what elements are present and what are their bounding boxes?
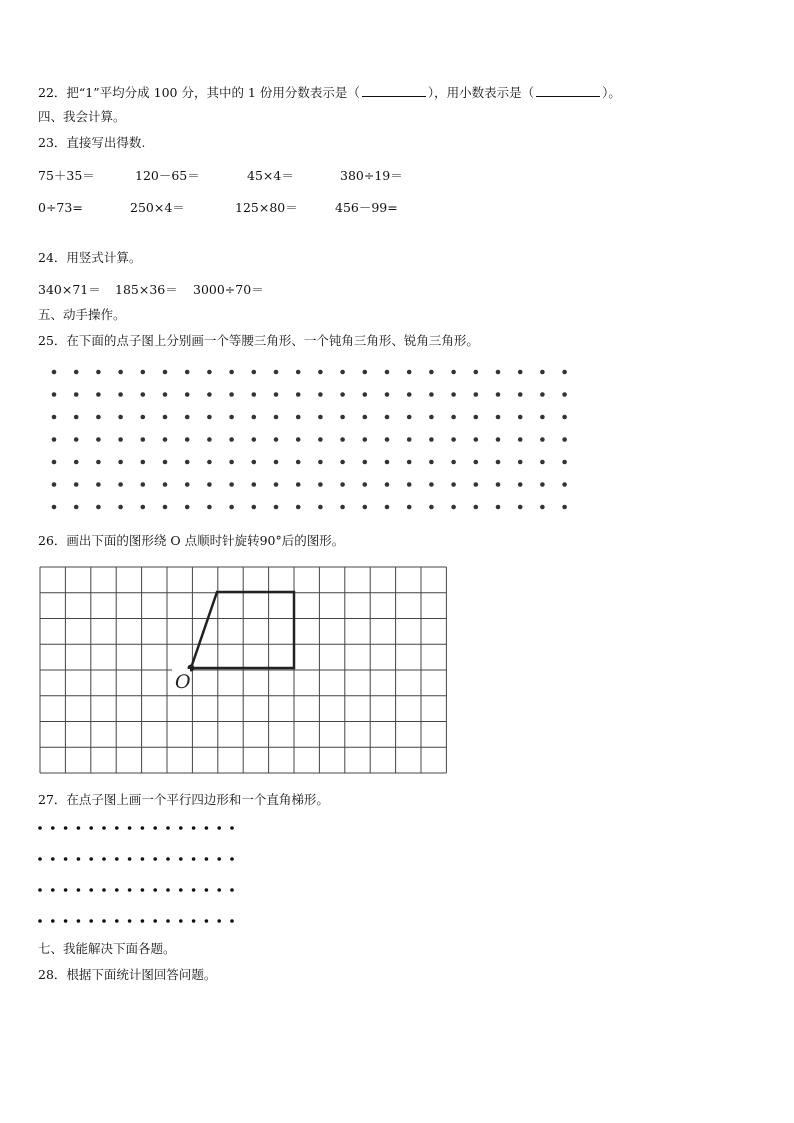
q23-eq: 380÷19＝ — [340, 168, 403, 183]
grid-dot — [385, 370, 390, 375]
grid-dot — [185, 415, 190, 420]
grid-dot — [118, 437, 123, 442]
grid-dot — [562, 460, 567, 465]
grid-dot — [407, 437, 412, 442]
grid-dot — [340, 460, 345, 465]
grid-dot — [385, 392, 390, 397]
grid-dot — [153, 888, 157, 892]
grid-dot — [163, 392, 168, 397]
grid-dot — [64, 826, 68, 830]
grid-dot — [429, 370, 434, 375]
grid-dot — [229, 415, 234, 420]
grid-dot — [96, 392, 101, 397]
grid-dot — [77, 888, 81, 892]
grid-dot — [229, 370, 234, 375]
q22-decimal-blank[interactable] — [536, 84, 600, 97]
grid-dot — [363, 437, 368, 442]
grid-dot — [407, 370, 412, 375]
grid-dot — [192, 826, 196, 830]
grid-dot — [230, 919, 234, 923]
grid-dot — [128, 826, 132, 830]
grid-dot — [274, 505, 279, 510]
grid-dot — [141, 460, 146, 465]
grid-dot — [407, 392, 412, 397]
grid-dot — [38, 857, 42, 861]
grid-dot — [52, 415, 57, 420]
grid-dot — [562, 415, 567, 420]
grid-dot — [89, 857, 93, 861]
grid-dot — [496, 437, 501, 442]
grid-dot — [52, 505, 57, 510]
grid-dot — [52, 482, 57, 487]
grid-dot — [540, 505, 545, 510]
grid-dot — [318, 392, 323, 397]
q23-eq: 120－65＝ — [135, 168, 200, 183]
grid-dot — [205, 857, 209, 861]
grid-dot — [229, 482, 234, 487]
grid-dot — [429, 437, 434, 442]
q22-text-2: ），用小数表示是（ — [427, 85, 535, 100]
q23-eq: 456－99= — [335, 200, 398, 215]
grid-dot — [562, 482, 567, 487]
grid-dot — [74, 370, 79, 375]
grid-dot — [518, 392, 523, 397]
grid-dot — [38, 826, 42, 830]
grid-dot — [166, 826, 170, 830]
grid-dot — [540, 482, 545, 487]
grid-dot — [451, 415, 456, 420]
grid-dot — [166, 888, 170, 892]
q26-square-grid[interactable] — [39, 566, 451, 776]
grid-dot — [38, 888, 42, 892]
grid-dot — [274, 392, 279, 397]
grid-dot — [102, 857, 106, 861]
q22-text-3: ）。 — [602, 85, 621, 100]
grid-dot — [77, 919, 81, 923]
grid-dot — [153, 826, 157, 830]
grid-dot — [141, 370, 146, 375]
grid-dot — [407, 415, 412, 420]
grid-dot — [141, 482, 146, 487]
q23-eq: 75＋35＝ — [38, 168, 95, 183]
grid-dot — [518, 415, 523, 420]
grid-dot — [207, 460, 212, 465]
grid-dot — [474, 415, 479, 420]
grid-dot — [141, 437, 146, 442]
grid-dot — [185, 370, 190, 375]
grid-dot — [474, 460, 479, 465]
grid-dot — [115, 826, 119, 830]
grid-dot — [252, 482, 257, 487]
grid-dot — [51, 826, 55, 830]
grid-dot — [363, 370, 368, 375]
grid-dot — [217, 888, 221, 892]
grid-dot — [540, 415, 545, 420]
grid-dot — [128, 857, 132, 861]
grid-dot — [163, 482, 168, 487]
grid-dot — [474, 505, 479, 510]
grid-dot — [192, 857, 196, 861]
grid-dot — [217, 919, 221, 923]
q26-quadrilateral — [191, 592, 294, 668]
grid-dot — [518, 505, 523, 510]
q23-eq: 45×4＝ — [247, 168, 294, 183]
grid-dot — [74, 415, 79, 420]
q27-dot-grid[interactable] — [36, 822, 241, 932]
section-7-heading: 七、我能解决下面各题。 — [38, 941, 176, 956]
q22-fraction-blank[interactable] — [362, 84, 426, 97]
grid-dot — [496, 505, 501, 510]
grid-dot — [518, 460, 523, 465]
grid-dot — [141, 392, 146, 397]
grid-dot — [274, 370, 279, 375]
grid-dot — [163, 415, 168, 420]
grid-dot — [118, 505, 123, 510]
grid-dot — [274, 415, 279, 420]
grid-dot — [340, 415, 345, 420]
grid-dot — [77, 857, 81, 861]
question-22 — [38, 84, 621, 101]
grid-dot — [89, 888, 93, 892]
grid-dot — [38, 919, 42, 923]
grid-dot — [153, 857, 157, 861]
grid-dot — [540, 437, 545, 442]
grid-dot — [128, 919, 132, 923]
grid-dot — [96, 505, 101, 510]
q28-title: 28．根据下面统计图回答问题。 — [38, 967, 217, 982]
grid-dot — [296, 460, 301, 465]
grid-dot — [141, 415, 146, 420]
grid-dot — [96, 437, 101, 442]
grid-dot — [205, 888, 209, 892]
grid-dot — [562, 437, 567, 442]
grid-dot — [318, 415, 323, 420]
grid-dot — [179, 857, 183, 861]
grid-dot — [96, 415, 101, 420]
grid-dot — [363, 392, 368, 397]
grid-dot — [340, 392, 345, 397]
q22-number: 22． — [38, 85, 67, 100]
grid-dot — [451, 392, 456, 397]
grid-dot — [562, 505, 567, 510]
q27-title: 27．在点子图上画一个平行四边形和一个直角梯形。 — [38, 792, 329, 807]
grid-dot — [252, 415, 257, 420]
grid-dot — [118, 482, 123, 487]
grid-dot — [252, 505, 257, 510]
q24-item: 185×36＝ — [115, 282, 178, 297]
grid-dot — [451, 437, 456, 442]
grid-dot — [451, 460, 456, 465]
grid-dot — [429, 460, 434, 465]
grid-dot — [318, 370, 323, 375]
grid-dot — [340, 437, 345, 442]
grid-dot — [385, 415, 390, 420]
grid-dot — [89, 826, 93, 830]
grid-dot — [296, 370, 301, 375]
grid-dot — [474, 437, 479, 442]
q25-title: 25．在下面的点子图上分别画一个等腰三角形、一个钝角三角形、锐角三角形。 — [38, 333, 479, 348]
grid-dot — [318, 437, 323, 442]
grid-dot — [217, 826, 221, 830]
grid-dot — [96, 370, 101, 375]
grid-dot — [64, 857, 68, 861]
grid-dot — [229, 392, 234, 397]
grid-dot — [141, 888, 145, 892]
grid-dot — [252, 392, 257, 397]
grid-dot — [252, 370, 257, 375]
grid-dot — [296, 437, 301, 442]
q23-eq: 0÷73= — [38, 200, 83, 215]
grid-dot — [163, 370, 168, 375]
grid-dot — [518, 370, 523, 375]
grid-dot — [74, 392, 79, 397]
grid-dot — [163, 460, 168, 465]
grid-dot — [207, 437, 212, 442]
grid-dot — [192, 919, 196, 923]
grid-dot — [192, 888, 196, 892]
grid-dot — [296, 392, 301, 397]
grid-dot — [363, 460, 368, 465]
grid-dot — [451, 482, 456, 487]
grid-dot — [163, 505, 168, 510]
grid-dot — [363, 482, 368, 487]
grid-dot — [166, 919, 170, 923]
grid-dot — [52, 437, 57, 442]
grid-dot — [496, 392, 501, 397]
grid-dot — [153, 919, 157, 923]
grid-dot — [118, 460, 123, 465]
grid-dot — [115, 857, 119, 861]
q26-title: 26．画出下面的图形绕 O 点顺时针旋转90°后的图形。 — [38, 533, 345, 548]
grid-dot — [429, 482, 434, 487]
grid-dot — [102, 888, 106, 892]
grid-dot — [115, 919, 119, 923]
grid-dot — [318, 482, 323, 487]
grid-dot — [385, 482, 390, 487]
grid-dot — [89, 919, 93, 923]
grid-dot — [407, 505, 412, 510]
grid-dot — [540, 370, 545, 375]
grid-dot — [363, 505, 368, 510]
q26-point-o-label: O — [175, 671, 191, 693]
grid-dot — [141, 857, 145, 861]
grid-dot — [64, 919, 68, 923]
grid-dot — [179, 888, 183, 892]
grid-dot — [340, 370, 345, 375]
grid-dot — [118, 415, 123, 420]
grid-dot — [385, 460, 390, 465]
grid-dot — [179, 826, 183, 830]
grid-dot — [118, 392, 123, 397]
grid-dot — [540, 392, 545, 397]
grid-dot — [474, 370, 479, 375]
grid-dot — [562, 392, 567, 397]
grid-dot — [128, 888, 132, 892]
grid-dot — [51, 888, 55, 892]
grid-dot — [230, 888, 234, 892]
q22-text-1: 把“1”平均分成 100 分，其中的 1 份用分数表示是（ — [66, 85, 360, 100]
grid-dot — [96, 482, 101, 487]
grid-dot — [77, 826, 81, 830]
grid-dot — [385, 505, 390, 510]
grid-dot — [185, 460, 190, 465]
grid-dot — [340, 505, 345, 510]
grid-dot — [274, 482, 279, 487]
grid-dot — [451, 370, 456, 375]
grid-dot — [141, 826, 145, 830]
q25-dot-grid[interactable] — [44, 362, 579, 517]
grid-dot — [252, 437, 257, 442]
q23-title: 23．直接写出得数. — [38, 135, 146, 150]
grid-dot — [74, 460, 79, 465]
grid-dot — [429, 505, 434, 510]
grid-dot — [51, 857, 55, 861]
grid-dot — [363, 415, 368, 420]
grid-dot — [118, 370, 123, 375]
grid-dot — [318, 505, 323, 510]
grid-dot — [207, 415, 212, 420]
grid-dot — [296, 415, 301, 420]
grid-dot — [496, 415, 501, 420]
q23-eq: 125×80＝ — [235, 200, 298, 215]
grid-dot — [429, 415, 434, 420]
grid-dot — [207, 392, 212, 397]
grid-dot — [230, 857, 234, 861]
q24-item: 340×71＝ — [38, 282, 101, 297]
grid-dot — [407, 482, 412, 487]
grid-dot — [102, 826, 106, 830]
grid-dot — [429, 392, 434, 397]
grid-dot — [51, 919, 55, 923]
grid-dot — [318, 460, 323, 465]
grid-dot — [252, 460, 257, 465]
grid-dot — [230, 826, 234, 830]
grid-dot — [496, 370, 501, 375]
grid-dot — [340, 482, 345, 487]
grid-dot — [52, 370, 57, 375]
grid-dot — [52, 460, 57, 465]
grid-dot — [185, 392, 190, 397]
grid-dot — [217, 857, 221, 861]
grid-dot — [179, 919, 183, 923]
grid-dot — [229, 505, 234, 510]
section-5-heading: 五、动手操作。 — [38, 307, 126, 322]
grid-dot — [74, 437, 79, 442]
grid-dot — [205, 919, 209, 923]
grid-dot — [229, 460, 234, 465]
grid-dot — [207, 505, 212, 510]
grid-dot — [207, 482, 212, 487]
grid-dot — [474, 392, 479, 397]
grid-dot — [296, 505, 301, 510]
grid-dot — [74, 505, 79, 510]
grid-dot — [185, 437, 190, 442]
grid-dot — [496, 460, 501, 465]
grid-dot — [407, 460, 412, 465]
grid-dot — [296, 482, 301, 487]
grid-dot — [74, 482, 79, 487]
grid-dot — [496, 482, 501, 487]
grid-dot — [166, 857, 170, 861]
q24-item: 3000÷70＝ — [193, 282, 264, 297]
grid-dot — [518, 437, 523, 442]
grid-dot — [474, 482, 479, 487]
grid-dot — [274, 460, 279, 465]
q23-eq: 250×4＝ — [130, 200, 185, 215]
grid-dot — [64, 888, 68, 892]
grid-dot — [185, 482, 190, 487]
grid-dot — [115, 888, 119, 892]
q26-grid-lines — [40, 567, 446, 773]
grid-dot — [540, 460, 545, 465]
grid-dot — [141, 505, 146, 510]
grid-dot — [562, 370, 567, 375]
grid-dot — [274, 437, 279, 442]
grid-dot — [96, 460, 101, 465]
section-4-heading: 四、我会计算。 — [38, 109, 126, 124]
grid-dot — [451, 505, 456, 510]
grid-dot — [205, 826, 209, 830]
grid-dot — [185, 505, 190, 510]
grid-dot — [207, 370, 212, 375]
grid-dot — [141, 919, 145, 923]
grid-dot — [102, 919, 106, 923]
q24-title: 24．用竖式计算。 — [38, 250, 142, 265]
grid-dot — [163, 437, 168, 442]
grid-dot — [52, 392, 57, 397]
grid-dot — [518, 482, 523, 487]
grid-dot — [385, 437, 390, 442]
grid-dot — [229, 437, 234, 442]
